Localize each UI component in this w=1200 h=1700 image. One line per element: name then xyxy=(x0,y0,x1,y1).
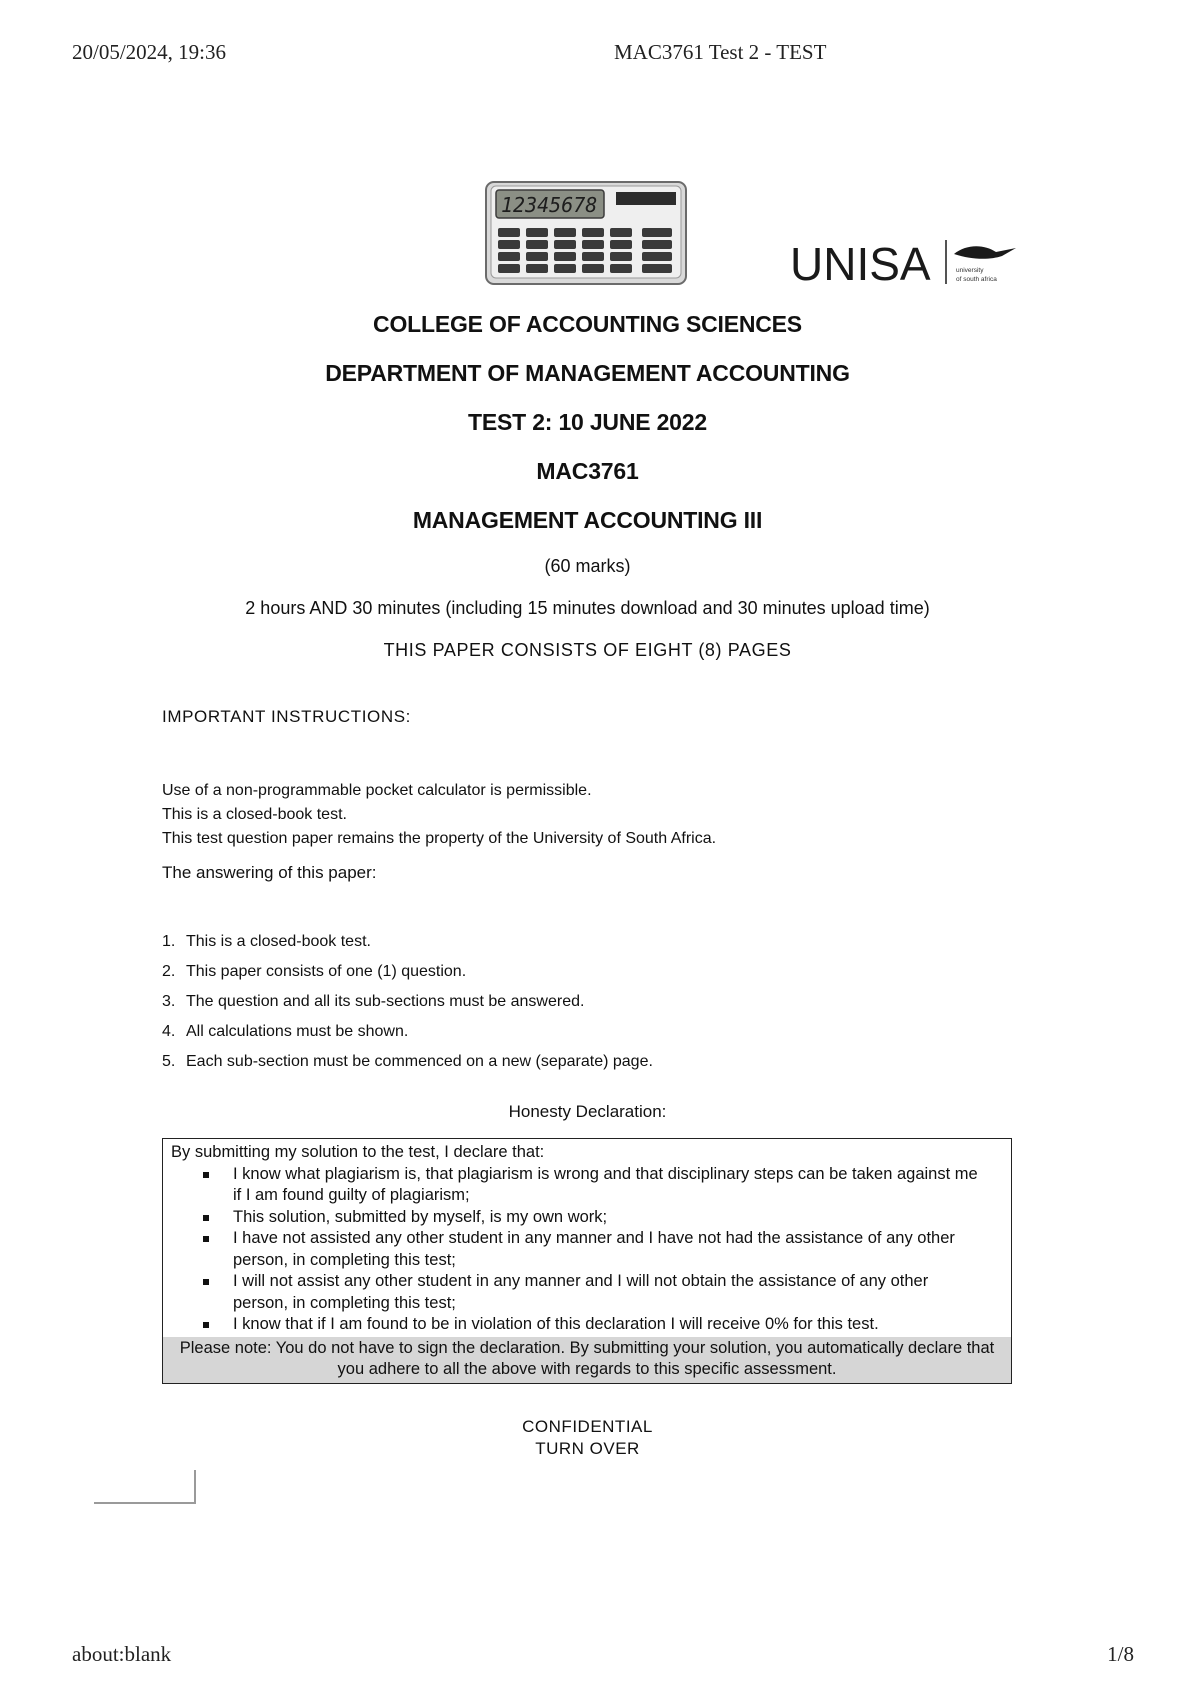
unisa-wordmark: UNISA xyxy=(790,238,931,286)
answering-instructions-list xyxy=(162,927,1022,1077)
rule-property: This test question paper remains the property of the University of South Africa. xyxy=(162,830,717,847)
instruction-rules xyxy=(162,779,1022,851)
declaration-item: I have not assisted any other student in any manner and I have not had the assistance of any other person, in completing this test; xyxy=(233,1228,981,1271)
calculator-icon xyxy=(484,180,688,286)
declaration-item: I know that if I am found to be in violation of this declaration I will receive 0% for this test. xyxy=(233,1314,981,1336)
rule-calculator: Use of a non-programmable pocket calculator is permissible. xyxy=(162,782,592,799)
module-name: MANAGEMENT ACCOUNTING III xyxy=(412,507,763,533)
list-item: 2. This paper consists of one (1) question. xyxy=(162,963,467,980)
cover-title-block xyxy=(0,306,1175,677)
department-name: DEPARTMENT OF MANAGEMENT ACCOUNTING xyxy=(325,360,850,386)
module-code: MAC3761 xyxy=(536,458,639,484)
declaration-list xyxy=(163,1164,1011,1336)
calculator-display: 12345678 xyxy=(501,193,598,217)
print-footer xyxy=(72,1642,1134,1670)
print-page-number: 1/8 xyxy=(1107,1642,1134,1666)
page-count: THIS PAPER CONSISTS OF EIGHT (8) PAGES xyxy=(383,640,792,660)
print-header xyxy=(72,40,1134,68)
honesty-declaration-title: Honesty Declaration: xyxy=(508,1102,667,1121)
instructions-heading: IMPORTANT INSTRUCTIONS: xyxy=(162,707,411,726)
print-page-title: MAC3761 Test 2 - TEST xyxy=(614,40,827,64)
test-duration: 2 hours AND 30 minutes (including 15 minutes download and 30 minutes upload time) xyxy=(245,598,930,618)
list-item: 1. This is a closed-book test. xyxy=(162,933,371,950)
college-name: COLLEGE OF ACCOUNTING SCIENCES xyxy=(373,311,802,337)
declaration-item: I know what plagiarism is, that plagiarism is wrong and that disciplinary steps can be taken against me if I am found guilty of plagiarism; xyxy=(233,1164,981,1207)
declaration-item: I will not assist any other student in any manner and I will not obtain the assistance of any other person, in completing this test; xyxy=(233,1271,981,1314)
test-date: TEST 2: 10 JUNE 2022 xyxy=(468,409,707,435)
declaration-intro: By submitting my solution to the test, I declare that: xyxy=(171,1143,545,1161)
unisa-tagline-1: university xyxy=(956,267,984,274)
print-url: about:blank xyxy=(72,1642,172,1666)
list-item: 4. All calculations must be shown. xyxy=(162,1023,409,1040)
declaration-item: This solution, submitted by myself, is my own work; xyxy=(233,1207,981,1229)
declaration-note: Please note: You do not have to sign the declaration. By submitting your solution, you automatically declare that you adhere to all the above with regards to this specific assessment. xyxy=(163,1337,1011,1383)
confidential-block xyxy=(0,1416,1175,1460)
honesty-declaration-box xyxy=(162,1138,1012,1384)
unisa-logo xyxy=(790,238,1030,286)
answering-heading: The answering of this paper: xyxy=(162,863,377,882)
list-item: 5. Each sub-section must be commenced on a new (separate) page. xyxy=(162,1053,653,1070)
turn-over-label: TURN OVER xyxy=(535,1439,640,1458)
total-marks: (60 marks) xyxy=(544,556,631,576)
confidential-label: CONFIDENTIAL xyxy=(522,1417,653,1436)
unisa-tagline-2: of south africa xyxy=(956,276,997,283)
rule-closed-book: This is a closed-book test. xyxy=(162,806,347,823)
corner-mark xyxy=(94,1470,196,1504)
print-datetime: 20/05/2024, 19:36 xyxy=(72,40,227,64)
list-item: 3. The question and all its sub-sections must be answered. xyxy=(162,993,585,1010)
instructions-section xyxy=(162,707,1022,1077)
logo-row xyxy=(0,178,1200,290)
